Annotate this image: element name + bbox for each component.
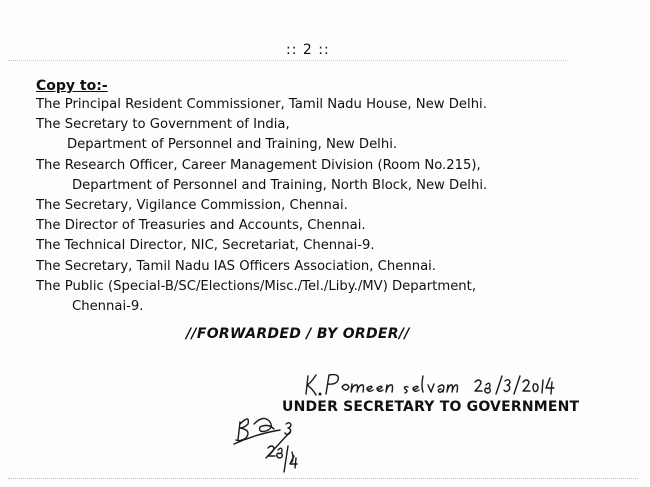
signatory-designation: UNDER SECRETARY TO GOVERNMENT xyxy=(282,399,580,415)
recipient-line: The Technical Director, NIC, Secretariat, Chennai-9. xyxy=(36,238,375,254)
recipient-line: The Public (Special-B/SC/Elections/Misc./Tel./Liby./MV) Department, xyxy=(36,278,477,294)
scan-artifact-line xyxy=(8,478,638,480)
recipient-line: Department of Personnel and Training, New Delhi. xyxy=(67,137,398,153)
recipient-list xyxy=(36,95,487,317)
recipient-line: The Secretary to Government of India, xyxy=(36,117,290,133)
handwritten-initials xyxy=(226,410,336,476)
recipient-line: The Director of Treasuries and Accounts, Chennai. xyxy=(36,218,366,234)
page-number: :: 2 :: xyxy=(286,42,330,58)
forwarded-by-order: //FORWARDED / BY ORDER// xyxy=(186,326,410,342)
scan-artifact-line xyxy=(8,60,568,62)
handwritten-signature xyxy=(300,370,630,402)
recipient-line: The Secretary, Tamil Nadu IAS Officers Association, Chennai. xyxy=(36,258,437,274)
recipient-line: The Principal Resident Commissioner, Tamil Nadu House, New Delhi. xyxy=(36,97,487,112)
recipient-line: Department of Personnel and Training, North Block, New Delhi. xyxy=(72,177,488,193)
recipient-line: Chennai-9. xyxy=(72,299,144,315)
recipient-line: The Research Officer, Career Management Division (Room No.215), xyxy=(36,157,481,173)
copy-to-heading: Copy to:- xyxy=(36,78,108,94)
recipient-line: The Secretary, Vigilance Commission, Chennai. xyxy=(36,198,348,214)
